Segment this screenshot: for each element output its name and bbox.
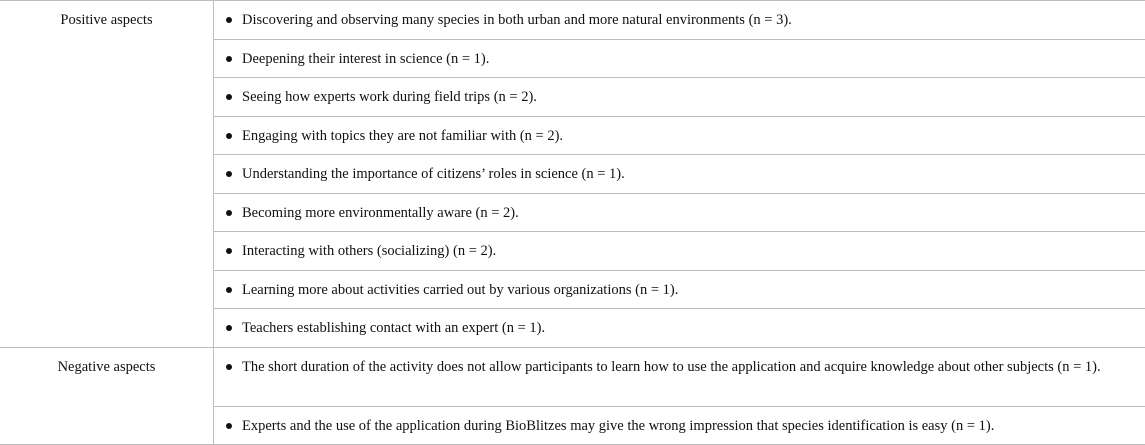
aspect-item-text: Seeing how experts work during field trips (n = 2). [242,89,537,105]
table-row [214,117,1145,155]
aspect-item-text: Engaging with topics they are not familiar with (n = 2). [242,128,564,144]
aspect-item-text: Learning more about activities carried out by various organizations (n = 1). [242,282,679,298]
bullet-icon [226,423,232,429]
table-row [214,155,1145,194]
negative-aspects-list [214,348,1145,445]
table-row [214,309,1145,347]
bullet-icon [226,325,232,331]
positive-aspects-label: Positive aspects [0,1,214,347]
bullet-icon [226,94,232,100]
aspect-item-text: Discovering and observing many species in both urban and more natural environments (n = 3). [242,12,792,28]
aspect-item-text: Becoming more environmentally aware (n = 2). [242,205,519,221]
aspect-item-text: Interacting with others (socializing) (n = 2). [242,243,497,259]
table-row [214,40,1145,78]
aspect-item-text: Teachers establishing contact with an expert (n = 1). [242,320,546,336]
aspect-item-text: The short duration of the activity does not allow participants to learn how to use the application and acquire knowledge about other subjects (n = 1). [242,359,1101,375]
aspect-item-text: Deepening their interest in science (n = 1). [242,51,490,67]
bullet-icon [226,171,232,177]
bullet-icon [226,210,232,216]
bullet-icon [226,17,232,23]
positive-aspects-group [0,1,1145,347]
table-row [214,271,1145,309]
table-row [214,232,1145,271]
bullet-icon [226,364,232,370]
negative-aspects-label: Negative aspects [0,348,214,445]
bullet-icon [226,287,232,293]
negative-aspects-group [0,347,1145,445]
table-row [214,407,1145,445]
table-row [214,194,1145,232]
bullet-icon [226,133,232,139]
bullet-icon [226,248,232,254]
aspect-item-text: Understanding the importance of citizens’ roles in science (n = 1). [242,166,625,182]
aspect-item-text: Experts and the use of the application during BioBlitzes may give the wrong impression that species identification is easy (n = 1). [242,418,995,434]
positive-aspects-list [214,1,1145,347]
table-row [214,1,1145,40]
bullet-icon [226,56,232,62]
table-row [214,348,1145,407]
table-row [214,78,1145,117]
